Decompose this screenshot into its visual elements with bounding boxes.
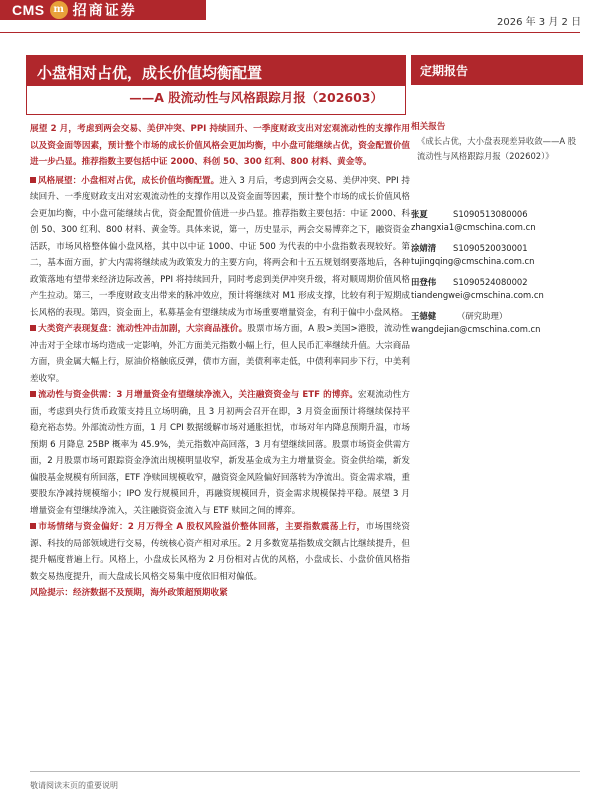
footer-note: 敬请阅读末页的重要说明	[30, 781, 118, 790]
section-heading: 市场情绪与资金偏好：2 月万得全 A 股权风险溢价整体回落，主要指数震荡上行，	[38, 522, 366, 532]
bullet-icon	[30, 391, 36, 397]
section-liquidity	[30, 387, 410, 519]
analyst-row	[411, 206, 583, 222]
analyst-email[interactable]: wangdejian@cmschina.com.cn	[411, 324, 541, 334]
analyst-name: 王德健	[411, 311, 437, 321]
analyst-email[interactable]: zhangxia1@cmschina.com.cn	[411, 222, 536, 232]
analyst-name: 涂婧清	[411, 243, 437, 253]
analyst-row	[411, 240, 583, 256]
section-heading: 风格展望：小盘相对占优，成长价值均衡配置。	[38, 175, 220, 186]
section-heading: 流动性与资金供需：3 月增量资金有望继续净流入，关注融资资金与 ETF 的博弈。	[38, 390, 358, 400]
report-title: 小盘相对占优，成长价值均衡配置	[27, 56, 405, 86]
sidebar	[411, 120, 583, 163]
analyst-name: 张夏	[411, 209, 428, 219]
related-report-link[interactable]: 《成长占优，大小盘表现差异收敛——A 股流动性与风格跟踪月报（202602）》	[417, 136, 577, 161]
section-sentiment	[30, 519, 410, 585]
analyst-email[interactable]: tujingqing@cmschina.com.cn	[411, 256, 535, 266]
related-reports-label: 相关报告	[411, 122, 446, 132]
section-body: 进入 3 月后，考虑到两会交易、美伊冲突、PPI 持续回升、一季度财政支出对宏观流动性的支撑作用以及资金面等因素，预计整个市场的成长价值风格会更加均衡，中小盘可能继续占优，资金配置价值进一步凸显。推荐指数主要包括：中证 2000、科创 50、300 红利、800 材料、黄金等。具体来说，第一，历史显示，两会交易博弈之下，融资资金活跃，市场风格整体偏小盘风格，其中以中证 1000、中证 500 为代表的中小盘指数表现较好。第二，基本面方面，扩大内需将继续成为政策发力的主要方向，将两会和十五五规划纲要落地后，各种政策落地有望带来经济边际改善，PPI 将持续回升，同时考虑到美伊冲突升级，将对顺周期价值风格产生拉动。第三，一季度财政支出带来的脉冲效应，预计将继续对 M1 形成支撑，比较有利于短期成长风格的表现。第四，资金面上，私募基金有望继续成为市场重要增量资金，有利于偏中小盘风格。	[30, 175, 410, 318]
section-style-outlook	[30, 173, 410, 322]
section-body: 股票市场方面，A 股>美国>港股，流动性冲击对于全球市场均造成一定影响，外汇方面美元指数小幅上行，但人民币汇率继续升值。大宗商品方面，贵金属大幅上行，原油价格触底反弹，债市方面，美债利率走低，中债利率同步下行，中美利差收窄。	[30, 324, 410, 384]
analyst-id: S1090524080002	[453, 277, 528, 287]
analyst-block	[411, 206, 583, 342]
analyst-row	[411, 308, 583, 324]
report-type-badge: 定期报告	[411, 55, 583, 85]
section-asset-review	[30, 321, 410, 387]
logo-mark-icon: m	[50, 1, 68, 19]
footer-divider	[30, 771, 580, 772]
page-header	[0, 0, 600, 40]
bullet-icon	[30, 523, 36, 529]
analyst-role: （研究助理）	[457, 311, 508, 321]
bullet-icon	[30, 325, 36, 331]
title-box	[26, 55, 406, 115]
main-content	[30, 121, 410, 602]
cms-logo	[0, 0, 206, 20]
analyst-id: S1090513080006	[453, 209, 528, 219]
section-heading: 大类资产表现复盘：流动性冲击加剧，大宗商品涨价。	[38, 324, 248, 334]
summary-paragraph: 展望 2 月，考虑到两会交易、美伊冲突、PPI 持续回升、一季度财政支出对宏观流动性的支撑作用以及资金面等因素，预计整个市场的成长价值风格会更加均衡，中小盘可能继续占优，资金配置价值进一步凸显。推荐指数主要包括中证 2000、科创 50、300 红利、800 材料、黄金等。	[30, 124, 410, 167]
bullet-icon	[30, 177, 36, 183]
section-body: 市场围绕资源、科技的局部领域进行交易，传统核心资产相对承压。2 月多数宽基指数成交额占比继续提升，但提升幅度普遍上行。风格上，小盘成长风格为 2 月份相对占优的风格，小盘成长、小盘价值风格指数交易热度提升，而大盘成长风格交易集中度依旧相对偏低。	[30, 522, 410, 582]
risk-warning: 风险提示：经济数据不及预期，海外政策超预期收紧	[30, 588, 228, 598]
logo-cn: 招商证券	[72, 3, 137, 19]
section-body: 宏观流动性方面，考虑到央行货币政策支持且立场明确，且 3 月初两会召开在即，3 月资金面预计将继续保持平稳充裕态势。外部流动性方面，1 月 CPI 数据缓解市场对通胀担忧，市场对年内降息预期升温，市场预期 6 月降息 25BP 概率为 45.9%，美元指数冲高回落，3 月有望继续回落。股票市场资金供需方面，2 月股票市场可跟踪资金净流出规模明显收窄，新发基金成为主力增量资金。资金供给端，新发偏股基金规模有所回落，ETF 净赎回规模收窄，融资资金风险偏好回落转为净流出。资金需求端，重要股东净减持规模缩小；IPO 发行规模回升，再融资规模回升，资金需求规模保持平稳。展望 3 月增量资金有望继续净流入，关注融资资金流入与 ETF 赎回之间的博弈。	[30, 390, 410, 516]
analyst-row	[411, 274, 583, 290]
analyst-email[interactable]: tiandengwei@cmschina.com.cn	[411, 290, 544, 300]
analyst-id: S1090520030001	[453, 243, 528, 253]
analyst-name: 田登伟	[411, 277, 437, 287]
logo-en: CMS	[12, 2, 45, 18]
report-subtitle: ——A 股流动性与风格跟踪月报（202603）	[129, 90, 383, 105]
report-date: 2026 年 3 月 2 日	[497, 17, 582, 28]
header-divider	[0, 32, 580, 33]
